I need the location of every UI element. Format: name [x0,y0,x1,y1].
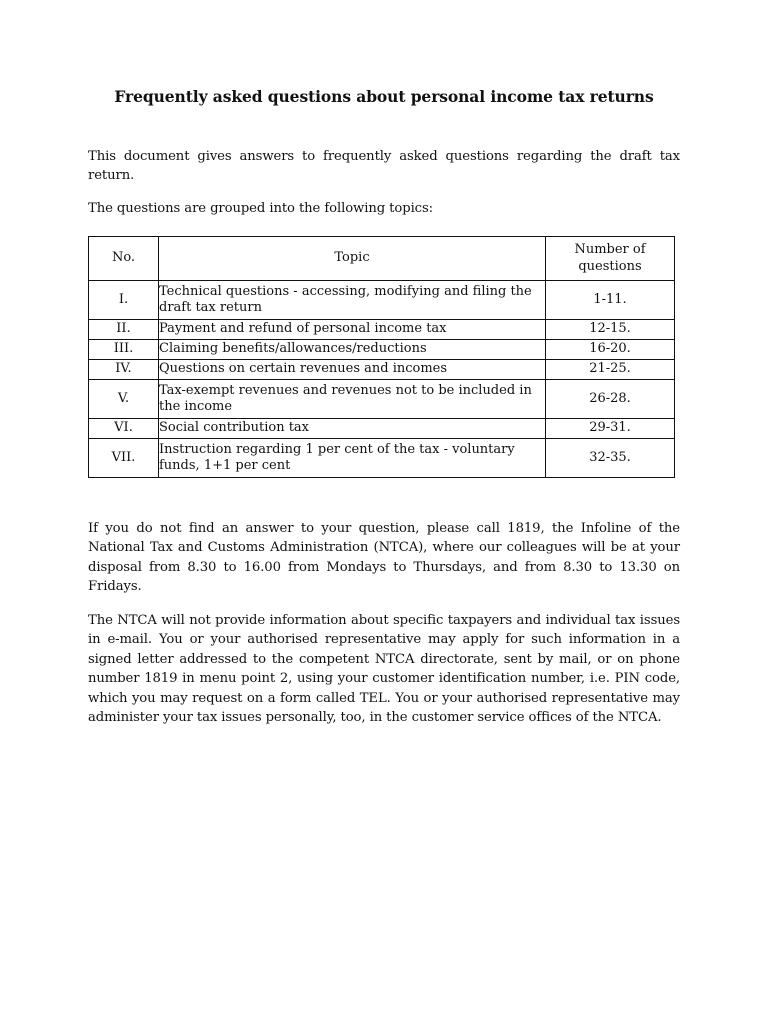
row-question-range: 21-25. [546,360,675,380]
table-row [89,439,675,478]
row-number: VII. [89,439,159,478]
row-topic: Claiming benefits/allowances/reductions [159,340,546,360]
table-row [89,380,675,419]
table-row [89,419,675,439]
row-question-range: 16-20. [546,340,675,360]
topics-table [88,236,675,478]
row-number: V. [89,380,159,419]
header-number-of-questions [546,237,675,281]
table-row [89,360,675,380]
row-topic: Questions on certain revenues and incomes [159,360,546,380]
row-number: I. [89,281,159,320]
row-question-range: 12-15. [546,320,675,340]
row-number: VI. [89,419,159,439]
table-row [89,281,675,320]
row-topic: Payment and refund of personal income tax [159,320,546,340]
topics-intro-paragraph: The questions are grouped into the following topics: [88,201,433,216]
row-number: II. [89,320,159,340]
intro-paragraph: This document gives answers to frequently asked questions regarding the draft tax return. [88,149,680,184]
page-title: Frequently asked questions about personal income tax returns [114,87,654,106]
header-no: No. [89,237,159,281]
row-number: III. [89,340,159,360]
row-topic: Tax-exempt revenues and revenues not to be included in the income [159,380,546,419]
contact-paragraph: If you do not find an answer to your question, please call 1819, the Infoline of the National Tax and Customs Administration (NTCA), where our colleagues will be at your disposal from 8.30 to 16.00 from Mondays to Thursdays, and from 8.30 to 13.30 on Fridays. [88,521,680,595]
row-question-range: 26-28. [546,380,675,419]
header-count-line1: Number of [574,242,646,257]
row-topic: Technical questions - accessing, modifying and filing the draft tax return [159,281,546,320]
row-question-range: 32-35. [546,439,675,478]
row-question-range: 29-31. [546,419,675,439]
row-question-range: 1-11. [546,281,675,320]
table-row [89,340,675,360]
privacy-paragraph: The NTCA will not provide information about specific taxpayers and individual tax issues in e-mail. You or your authorised representative may apply for such information in a signed letter addressed to the competent NTCA directorate, sent by mail, or on phone number 1819 in menu point 2, using your customer identification number, i.e. PIN code, which you may request on a form called TEL. You or your authorised representative may administer your tax issues personally, too, in the customer service offices of the NTCA. [88,613,680,726]
row-number: IV. [89,360,159,380]
row-topic: Social contribution tax [159,419,546,439]
header-count-line2: questions [578,258,642,274]
table-header-row [89,237,675,281]
header-topic: Topic [159,237,546,281]
row-topic: Instruction regarding 1 per cent of the tax - voluntary funds, 1+1 per cent [159,439,546,478]
table-row [89,320,675,340]
